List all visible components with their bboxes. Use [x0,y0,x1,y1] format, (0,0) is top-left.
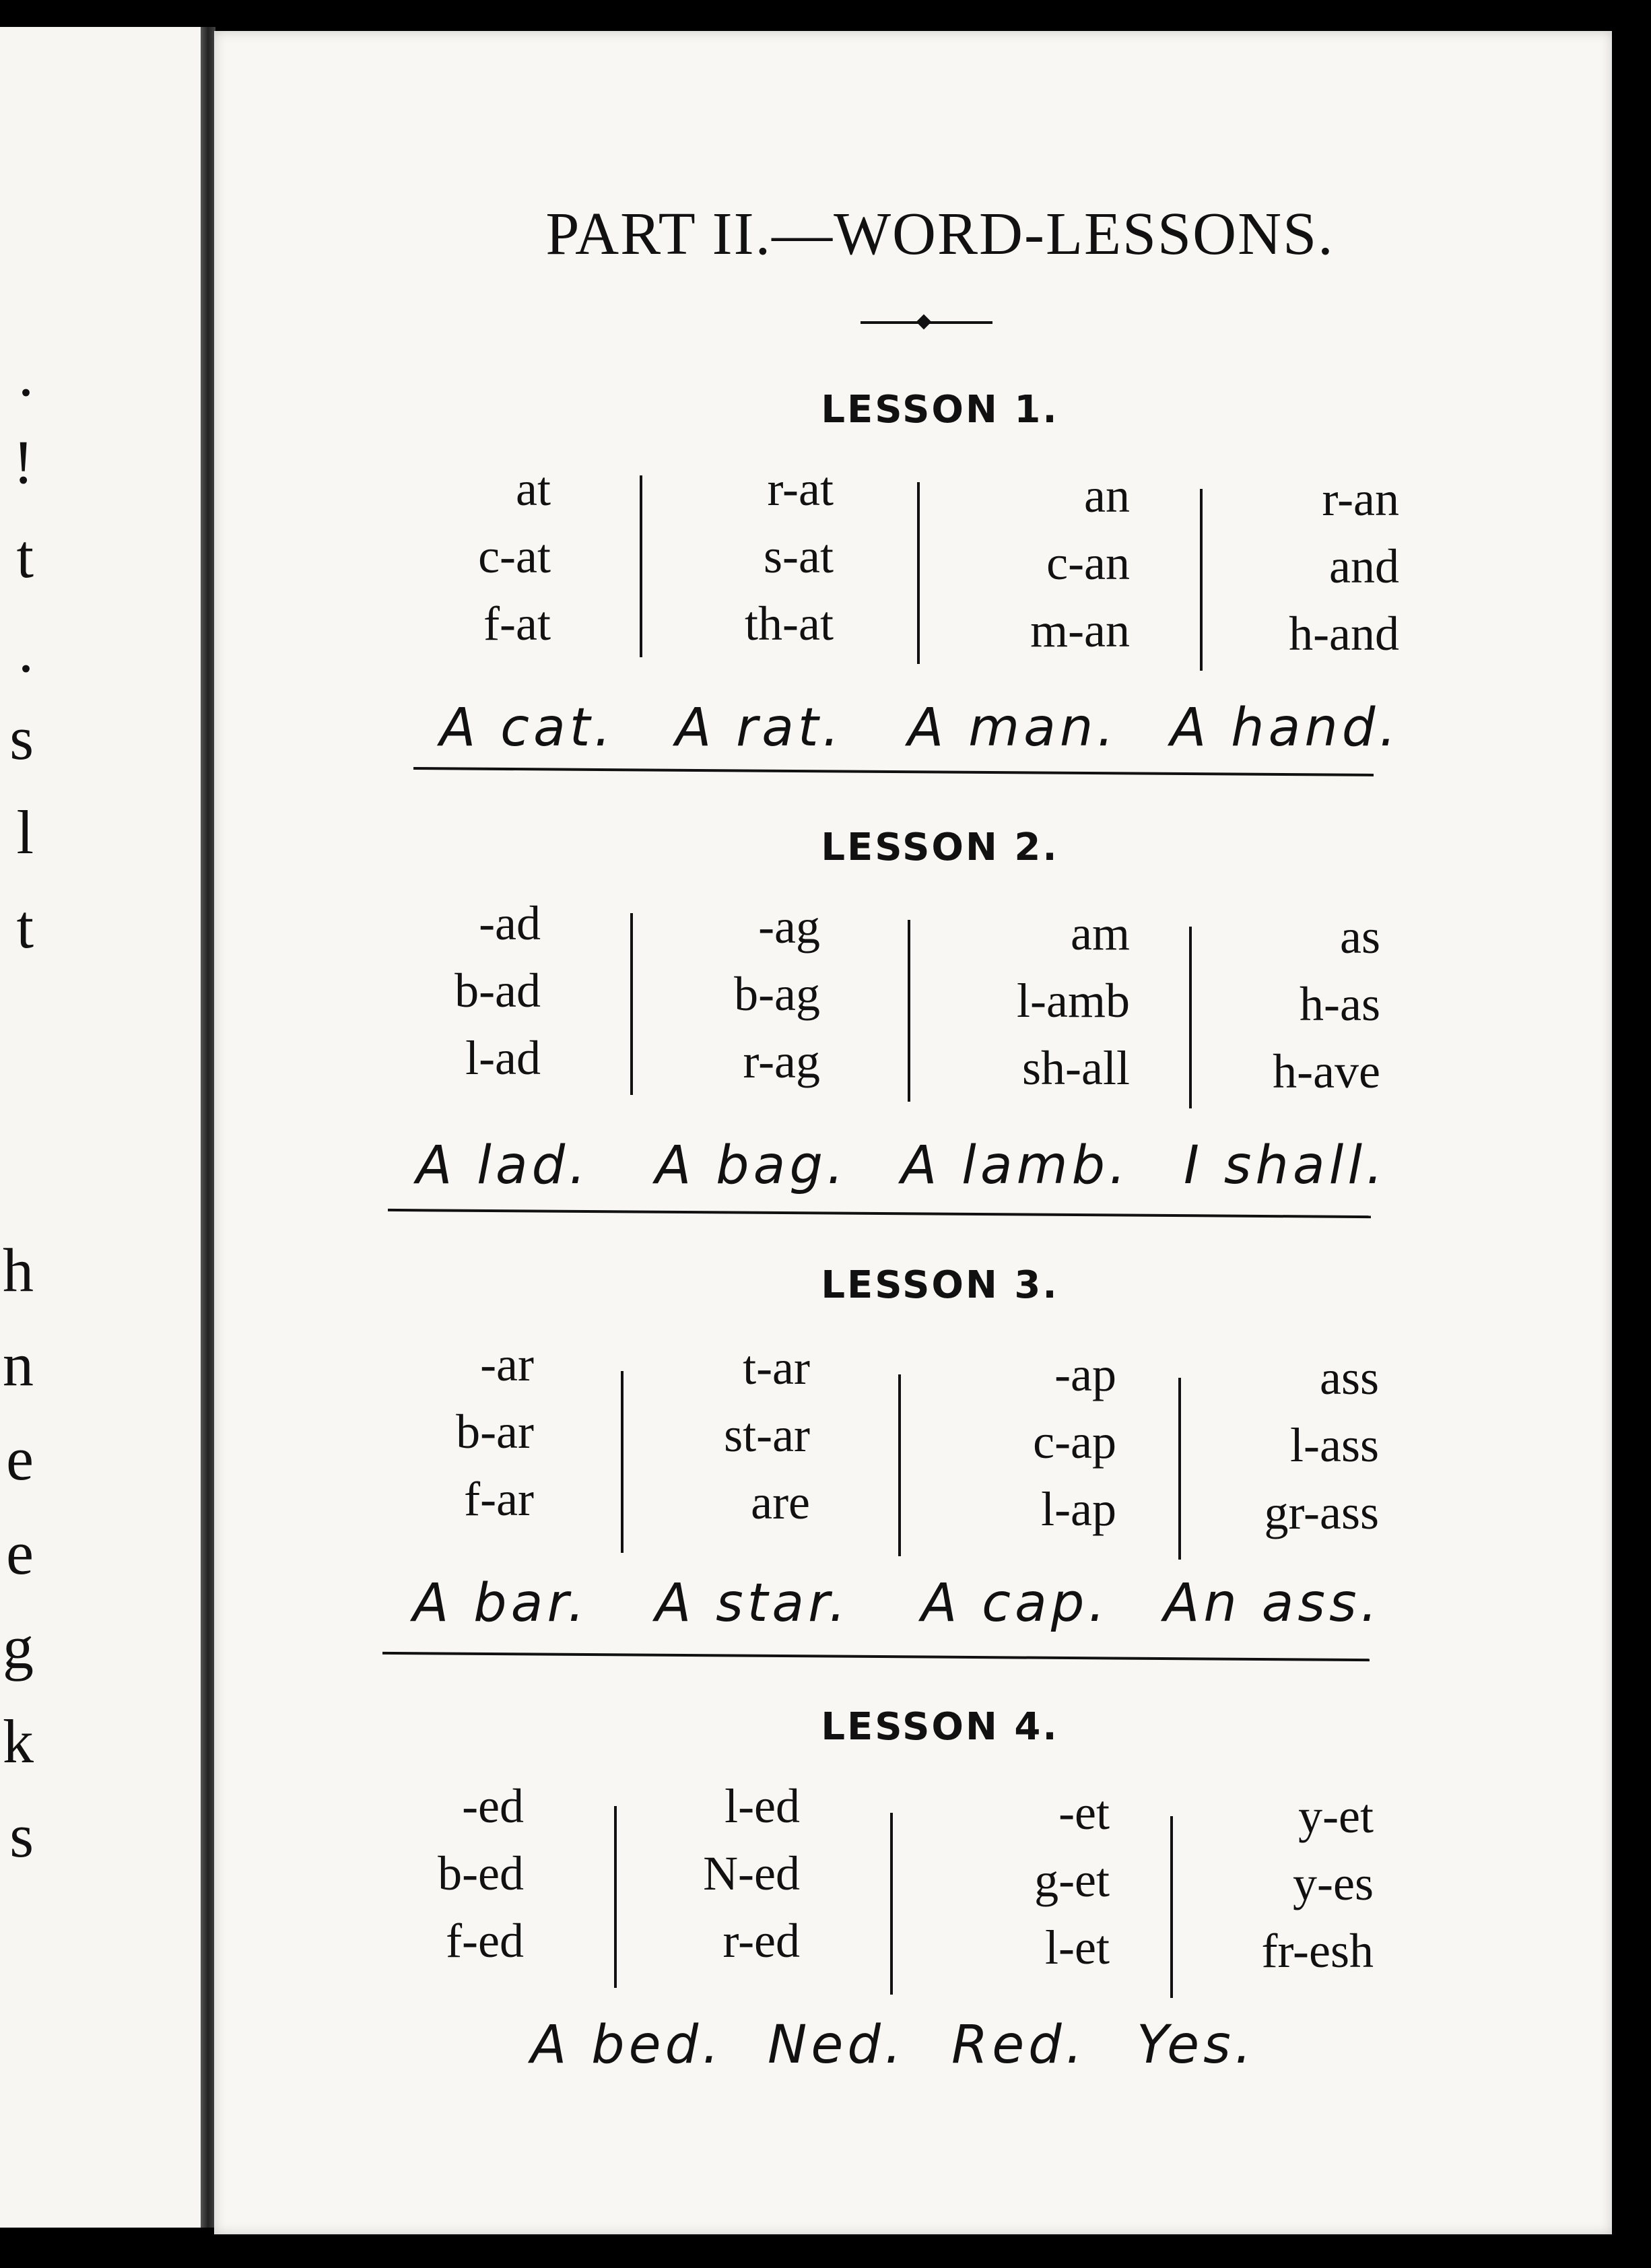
word: s-at [764,529,834,583]
sentence: A lad. [416,1135,590,1196]
sentence: A hand. [1170,698,1401,758]
sentence: A bag. [655,1135,848,1196]
sentence: A bed. [531,2015,723,2075]
word-column [1157,465,1399,667]
word: b-ar [456,1405,534,1459]
sentence: Ned. [768,2015,906,2075]
book-gutter [201,27,215,2228]
word: b-ad [454,964,541,1018]
left-page-glyph: . [18,340,34,409]
word: y-et [1298,1789,1374,1843]
word: c-at [478,529,551,583]
previous-page-edge [0,27,201,2228]
word: h-ave [1273,1044,1380,1098]
word: are [751,1475,810,1529]
word: ass [1320,1351,1379,1405]
word: r-ag [743,1034,820,1088]
sentence: A lamb. [901,1135,1130,1196]
left-page-glyph: s [9,1801,34,1870]
word-column [1137,1344,1379,1546]
left-page-glyph: s [9,704,34,772]
word: l-ed [725,1779,800,1833]
word: -ed [462,1779,524,1833]
left-page-glyph: ! [13,428,34,496]
word: f-at [483,597,551,651]
book-page [214,31,1612,2234]
sentence: A bar. [413,1573,589,1634]
word: as [1340,910,1380,964]
word: c-ap [1033,1415,1116,1469]
word-column [1131,1782,1374,1984]
left-page-glyph: t [16,522,34,591]
section-rule [413,767,1374,776]
word: f-ar [464,1472,534,1526]
word: and [1329,539,1399,593]
word: b-ed [438,1846,524,1900]
word: l-ad [465,1031,541,1085]
left-page-glyph: n [3,1330,34,1399]
word: t-ar [743,1341,810,1395]
sentence: A cap. [921,1573,1110,1634]
word: g-et [1034,1853,1110,1907]
sentence: An ass. [1164,1573,1382,1634]
word: f-ed [446,1914,524,1968]
section-rule [382,1652,1370,1661]
word-column [867,1779,1110,1981]
left-page-glyph: . [18,616,34,685]
left-page-glyph: e [6,1519,34,1587]
word-column [578,893,820,1095]
word: l-ap [1041,1482,1116,1536]
word: sh-all [1022,1041,1130,1095]
word: -ap [1054,1347,1116,1401]
left-page-glyph: t [16,892,34,961]
sentence: A cat. [440,698,615,758]
word-column [887,900,1130,1102]
word: r-ed [722,1914,800,1968]
left-page-glyph: e [6,1424,34,1493]
word: b-ag [734,967,820,1021]
word: -ar [480,1337,534,1391]
lesson-heading: LESSON 1. [821,388,1059,432]
left-page-glyph: g [3,1613,34,1681]
left-page-glyph: h [3,1236,34,1304]
word-column [874,1341,1116,1543]
word-column [292,1331,534,1533]
word-column [568,1334,810,1536]
word: am [1071,906,1130,960]
word-column [298,890,541,1092]
word: th-at [745,597,834,651]
left-page-glyph: l [16,798,34,867]
sentence: I shall. [1184,1135,1387,1196]
word: l-ass [1290,1418,1379,1472]
word: c-an [1046,536,1130,590]
sentence: A rat. [675,698,844,758]
word: h-and [1289,607,1399,661]
word: h-as [1300,977,1380,1031]
word: fr-esh [1261,1924,1374,1978]
word: gr-ass [1264,1486,1379,1539]
word: r-at [767,462,834,516]
lesson-heading: LESSON 3. [821,1263,1059,1307]
word: st-ar [724,1408,810,1462]
word: at [516,462,551,516]
word-column [558,1772,800,1974]
title-ornament [861,319,992,325]
word: m-an [1030,603,1130,657]
lesson-heading: LESSON 4. [821,1705,1059,1749]
word: l-amb [1017,974,1130,1028]
word: -ag [758,900,820,954]
word-column [591,455,834,657]
word: N-ed [703,1846,800,1900]
lesson-heading: LESSON 2. [821,826,1059,869]
word: r-an [1322,472,1399,526]
word-column [308,455,551,657]
word: an [1084,469,1130,523]
sentence: Red. [951,2015,1087,2075]
sentence: A star. [655,1573,850,1634]
word-column [887,462,1130,664]
sentence: A man. [908,698,1118,758]
word: -et [1058,1786,1110,1840]
sentence: Yes. [1137,2015,1256,2075]
word: -ad [479,896,541,950]
word-column [1138,903,1380,1105]
word: y-es [1293,1857,1374,1910]
section-rule [388,1209,1371,1218]
left-page-glyph: k [3,1707,34,1776]
word: l-et [1045,1921,1110,1974]
word-column [281,1772,524,1974]
page-title: PART II.—WORD-LESSONS. [545,201,1335,267]
